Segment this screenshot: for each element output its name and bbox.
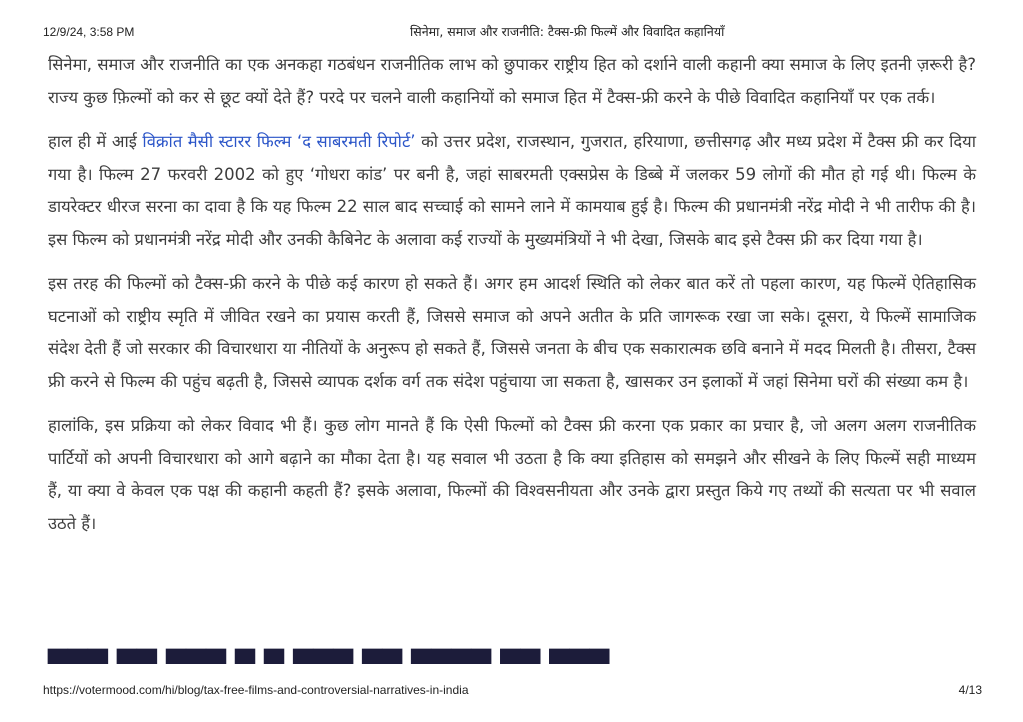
cut-off-heading-glyphs: ▀▀▀ ▀▀ ▀▀▀ ▀ ▀ ▀▀▀ ▀▀ ▀▀▀▀ ▀▀ ▀▀▀ <box>48 650 610 680</box>
print-datetime: 12/9/24, 3:58 PM <box>43 25 135 39</box>
paragraph-text-post: को उत्तर प्रदेश, राजस्थान, गुजरात, हरियाणा, छत्तीसगढ़ और मध्य प्रदेश में टैक्स फ्री कर दिया गया है। फिल्म 27 फरवरी 2002 को हुए ‘गोधरा कांड’ पर बनी है, जहां साबरमती एक्सप्रेस के डिब्बे में जलकर 59 लोगों की मौत हो गई थी। फिल्म के डायरेक्टर धीरज सरना का दावा है कि यह फिल्म 22 साल बाद सच्चाई को सामने लाने में कामयाब हुई है। फिल्म की प्रधानमंत्री नरेंद्र मोदी ने भी तारीफ की है। इस फिल्म को प्रधानमंत्री नरेंद्र मोदी और उनकी कैबिनेट के अलावा कई राज्यों के मुख्यमंत्रियों ने भी देखा, जिसके बाद इसे टैक्स फ्री कर दिया गया है। <box>48 132 976 249</box>
paragraph-reasons: इस तरह की फिल्मों को टैक्स-फ्री करने के पीछे कई कारण हो सकते हैं। अगर हम आदर्श स्थिति को लेकर बात करें तो पहला कारण, यह फिल्में ऐतिहासिक घटनाओं को राष्ट्रीय स्मृति में जीवित रखने का प्रयास करती हैं, जिससे समाज को अपने अतीत के प्रति जागरूक रखा जा सके। दूसरा, ये फिल्में सामाजिक संदेश देती हैं जो सरकार की विचारधारा या नीतियों के अनुरूप हो सकते हैं, जिससे जनता के बीच एक सकारात्मक छवि बनाने में मदद मिलती है। तीसरा, टैक्स फ्री करने से फिल्म की पहुंच बढ़ती है, जिससे व्यापक दर्शक वर्ग तक संदेश पहुंचाया जा सकता है, खासकर उन इलाकों में जहां सिनेमा घरों की संख्या कम है। <box>48 274 976 391</box>
article-body <box>48 49 976 552</box>
page-number: 4/13 <box>958 683 982 697</box>
paragraph-controversy: हालांकि, इस प्रक्रिया को लेकर विवाद भी हैं। कुछ लोग मानते हैं कि ऐसी फिल्मों को टैक्स फ्री करना एक प्रकार का प्रचार है, जो अलग अलग राजनीतिक पार्टियों को अपनी विचारधारा को आगे बढ़ाने का मौका देता है। यह सवाल भी उठता है कि क्या इतिहास को समझने और सीखने के लिए फिल्में सही माध्यम हैं, या क्या वे केवल एक पक्ष की कहानी कहती हैं? इसके अलावा, फिल्मों की विश्वसनीयता और उनके द्वारा प्रस्तुत किये गए तथ्यों की सत्यता पर भी सवाल उठते हैं। <box>48 416 976 533</box>
paragraph-sabarmati-report <box>48 126 976 256</box>
page-title: सिनेमा, समाज और राजनीति: टैक्स-फ्री फिल्में और विवादित कहानियाँ <box>410 24 725 39</box>
paragraph-text-pre: हाल ही में आई <box>48 132 143 151</box>
film-link[interactable]: विक्रांत मैसी स्टारर फिल्म ‘द साबरमती रिपोर्ट’ <box>142 132 416 151</box>
cut-off-heading <box>48 650 828 680</box>
paragraph-intro: सिनेमा, समाज और राजनीति का एक अनकहा गठबंधन राजनीतिक लाभ को छुपाकर राष्ट्रीय हित को दर्शाने वाली कहानी क्या समाज के लिए इतनी ज़रूरी है? राज्य कुछ फ़िल्मों को कर से छूट क्यों देते हैं? परदे पर चलने वाली कहानियों को समाज हित में टैक्स-फ्री करने के पीछे विवादित कहानियाँ पर एक तर्क। <box>48 55 976 107</box>
footer-url: https://votermood.com/hi/blog/tax-free-films-and-controversial-narratives-in-india <box>43 683 469 697</box>
